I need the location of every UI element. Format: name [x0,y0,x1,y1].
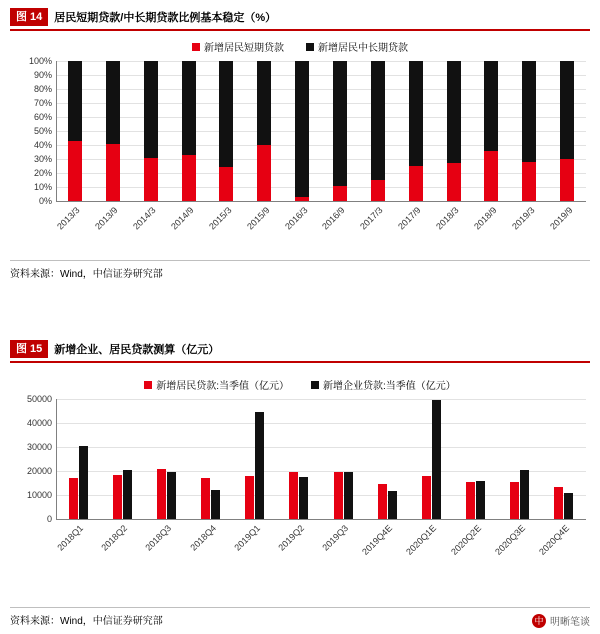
watermark-label: 明晰笔谈 [550,617,590,628]
x-label-slot [359,203,397,249]
figure-14-title: 居民短期贷款/中长期贷款比例基本稳定（%） [54,12,277,24]
x-label-slot [472,203,510,249]
bar-group [435,61,473,201]
stacked-bar [560,61,574,201]
bar-segment-black [484,61,498,151]
x-tick-label: 2018/9 [471,205,499,232]
stacked-bar [182,61,196,201]
bar-segment-black [371,61,385,180]
stacked-bar [484,61,498,201]
bar-segment-red [333,186,347,201]
bar-segment-red [144,158,158,201]
bar-group [100,399,144,519]
x-tick-label: 2013/3 [55,205,83,232]
legend-item-1 [306,39,408,54]
bar-group [409,399,453,519]
x-label-slot [277,521,321,567]
y-tick-label: 0 [46,514,52,524]
bar-black [564,493,573,519]
x-label-slot [233,521,277,567]
x-label-slot [144,521,188,567]
y-tick-label: 20000 [26,466,52,476]
x-label-slot [435,203,473,249]
x-label-slot [397,203,435,249]
stacked-bar [257,61,271,201]
bar-group [170,61,208,201]
bar-segment-red [182,155,196,201]
y-tick-label: 50% [33,126,52,136]
bar-red [378,484,387,519]
x-tick-label: 2016/3 [282,205,310,232]
bar-black [79,446,88,519]
legend-item-1 [311,377,456,392]
bar-segment-black [144,61,158,158]
bar-group [245,61,283,201]
figure-15-x-labels [56,521,586,567]
stacked-bar [144,61,158,201]
y-tick-label: 30% [33,154,52,164]
y-tick-label: 70% [33,98,52,108]
bar-group [510,61,548,201]
bar-segment-black [447,61,461,163]
stacked-bar [447,61,461,201]
legend-label-0: 新增居民贷款:当季值（亿元） [156,381,289,392]
stacked-bar [295,61,309,201]
x-label-slot [510,203,548,249]
stacked-bar [219,61,233,201]
stacked-bar [68,61,82,201]
bar-segment-red [371,180,385,201]
bar-group [277,399,321,519]
bar-segment-red [257,145,271,201]
bar-group [321,399,365,519]
y-tick-label: 30000 [26,442,52,452]
watermark-logo-icon: 中 [532,614,546,628]
bar-segment-black [333,61,347,186]
bar-segment-black [106,61,120,144]
legend-swatch-red [192,43,200,51]
bar-segment-black [219,61,233,167]
bar-segment-black [257,61,271,145]
figure-15-title: 新增企业、居民贷款测算（亿元） [54,344,220,356]
bar-group [454,399,498,519]
bar-group [365,399,409,519]
bar-black [388,491,397,519]
x-axis-line [56,201,586,202]
bar-segment-red [484,151,498,201]
legend-label-1: 新增居民中长期贷款 [318,43,408,54]
x-label-slot [94,203,132,249]
x-tick-label: 2015/3 [206,205,234,232]
x-tick-label: 2019Q1 [232,523,262,553]
bar-red [69,478,78,519]
y-tick-label: 40000 [26,418,52,428]
bar-segment-red [409,166,423,201]
figure-14-x-labels [56,203,586,249]
bar-group [472,61,510,201]
x-label-slot [170,203,208,249]
bar-segment-black [522,61,536,162]
x-tick-label: 2017/9 [396,205,423,232]
y-tick-label: 90% [33,70,52,80]
x-tick-label: 2019/3 [509,205,537,232]
x-label-slot [100,521,144,567]
bar-black [476,481,485,519]
bar-group [56,61,94,201]
x-label-slot [56,203,94,249]
bar-segment-red [68,141,82,201]
y-tick-label: 40% [33,140,52,150]
bar-black [432,400,441,519]
bar-red [201,478,210,519]
bar-red [157,469,166,519]
x-tick-label: 2018/3 [434,205,461,232]
bar-red [289,472,298,519]
bar-group [56,399,100,519]
y-axis [10,394,56,524]
bar-group [321,61,359,201]
x-tick-label: 2013/9 [93,205,120,232]
y-tick-label: 50000 [26,394,52,404]
bar-segment-black [409,61,423,166]
bar-red [245,476,254,519]
bar-segment-black [560,61,574,159]
bars-area [56,399,586,519]
legend-item-0 [192,39,284,54]
figure-15-header [10,340,590,358]
x-label-slot [404,521,453,567]
bar-group [207,61,245,201]
bar-black [123,470,132,519]
bar-red [554,487,563,519]
bar-group [542,399,586,519]
x-label-slot [207,203,245,249]
legend-label-1: 新增企业贷款:当季值（亿元） [323,381,456,392]
bar-segment-red [219,167,233,201]
bars-area [56,61,586,201]
y-tick-label: 100% [28,56,52,66]
figure-15 [10,340,590,627]
figure-14-source: 资料来源：Wind，中信证券研究部 [10,260,590,280]
figure-15-plot [10,394,590,524]
bar-group [94,61,132,201]
figure-14-plot [10,56,590,206]
bar-red [466,482,475,519]
figure-15-source: 资料来源：Wind，中信证券研究部 [10,607,590,627]
x-label-slot [321,203,359,249]
figure-15-chart [10,363,590,563]
stacked-bar [522,61,536,201]
figure-14-header [10,8,590,26]
x-label-slot [245,203,283,249]
bar-red [422,476,431,519]
y-tick-label: 80% [33,84,52,94]
legend-swatch-black [311,381,319,389]
bar-group [283,61,321,201]
y-tick-label: 60% [33,112,52,122]
x-label-slot [360,521,409,567]
x-tick-label: 2019/9 [547,205,575,232]
stacked-bar [409,61,423,201]
bar-segment-red [560,159,574,201]
figure-14-chart [10,31,590,256]
x-label-slot [321,521,365,567]
x-tick-label: 2019Q3 [320,523,351,553]
stacked-bar [106,61,120,201]
figure-15-legend [10,377,590,392]
watermark [532,613,590,628]
legend-swatch-black [306,43,314,51]
bar-segment-black [295,61,309,197]
x-tick-label: 2018Q1 [55,523,86,553]
x-axis-line [56,519,586,520]
bar-group [548,61,586,201]
x-label-slot [189,521,233,567]
x-label-slot [448,521,498,567]
x-tick-label: 2020Q3E [492,523,527,557]
y-axis [10,56,56,206]
x-tick-label: 2014/9 [169,205,196,232]
bar-group [397,61,435,201]
bar-black [167,472,176,519]
bar-black [211,490,220,519]
x-tick-label: 2018Q2 [99,523,130,553]
x-tick-label: 2019Q4E [360,523,395,557]
bar-black [344,472,353,519]
bar-group [359,61,397,201]
legend-swatch-red [144,381,152,389]
bar-group [498,399,542,519]
x-label-slot [537,521,586,567]
y-tick-label: 10% [33,182,52,192]
bar-segment-red [106,144,120,201]
x-tick-label: 2015/9 [244,205,272,232]
figure-14-legend [10,39,590,54]
x-label-slot [56,521,100,567]
y-tick-label: 20% [33,168,52,178]
stacked-bar [333,61,347,201]
figure-14 [10,8,590,280]
x-tick-label: 2020Q4E [537,523,572,557]
bar-group [233,399,277,519]
x-label-slot [283,203,321,249]
bar-red [113,475,122,519]
bar-black [255,412,264,519]
x-tick-label: 2014/3 [131,205,158,232]
x-tick-label: 2019Q2 [276,523,307,553]
legend-item-0 [144,377,289,392]
figure-15-tag: 图 15 [10,340,48,358]
bar-segment-red [295,197,309,201]
bar-segment-black [68,61,82,141]
bar-red [334,472,343,519]
bar-segment-red [522,162,536,201]
bar-black [520,470,529,519]
bar-segment-red [447,163,461,201]
x-tick-label: 2020Q2E [448,523,483,557]
x-label-slot [132,203,170,249]
bar-black [299,477,308,519]
x-tick-label: 2017/3 [358,205,385,232]
x-tick-label: 2016/9 [320,205,348,232]
y-tick-label: 10000 [26,490,52,500]
x-tick-label: 2018Q4 [187,523,218,553]
bar-red [510,482,519,519]
figure-14-tag: 图 14 [10,8,48,26]
legend-label-0: 新增居民短期贷款 [204,43,284,54]
stacked-bar [371,61,385,201]
bar-group [189,399,233,519]
x-label-slot [548,203,586,249]
bar-group [132,61,170,201]
x-label-slot [492,521,542,567]
bar-segment-black [182,61,196,155]
x-tick-label: 2018Q3 [143,523,174,553]
bar-group [144,399,188,519]
y-tick-label: 0% [38,196,52,206]
x-tick-label: 2020Q1E [404,523,439,557]
